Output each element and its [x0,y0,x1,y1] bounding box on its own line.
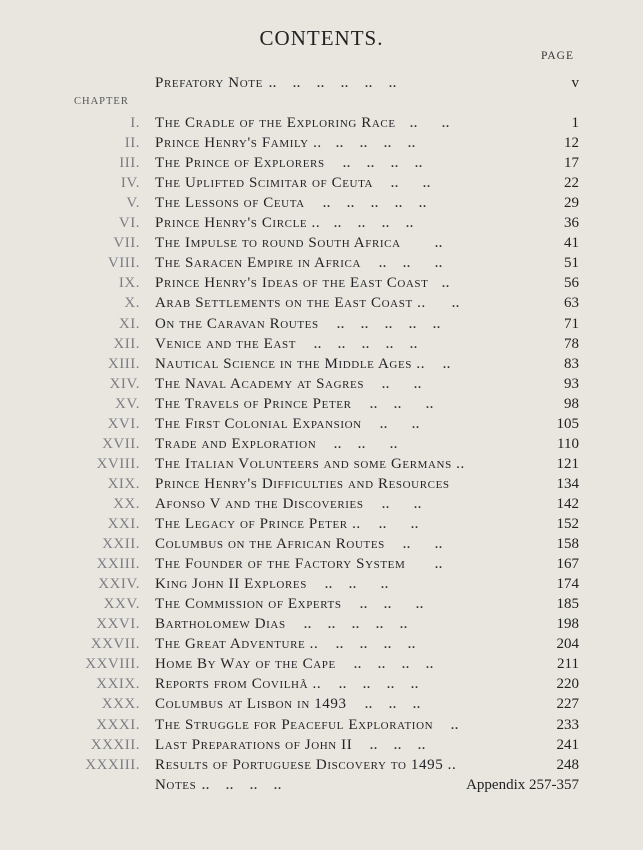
chapter-number: X. [124,295,140,312]
notes-title: Notes [155,776,197,793]
chapter-number: VI. [118,215,140,232]
chapter-number: XXVIII. [85,656,140,673]
chapter-page: 110 [557,435,579,452]
chapter-page: 248 [556,756,579,773]
chapter-page: 63 [564,295,579,312]
leader-dots: .. .. [402,116,450,130]
chapter-title: Prince Henry's Ideas of the East Coast [155,275,429,292]
leader-dots: .. .. .. .. [327,677,419,692]
chapter-title: Home By Way of the Cape [155,656,336,673]
chapter-row [0,374,643,394]
chapter-column-label: CHAPTER [74,96,129,107]
leader-dots: .. .. .. [358,737,426,752]
chapter-page: 83 [564,355,579,372]
leader-dots: .. .. .. .. [328,136,416,151]
chapter-number: XVI. [107,415,140,432]
chapter-row [0,574,643,594]
chapter-number: VIII. [107,255,140,272]
chapter-page: 17 [564,155,579,172]
chapter-number: XXXIII. [85,756,140,773]
chapter-row [0,354,643,374]
prefatory-note-title: Prefatory Note [155,75,263,91]
chapter-row [0,334,643,354]
chapter-page: 29 [564,195,579,212]
leader-dots: .. .. .. [367,256,443,271]
chapter-number: XI. [118,315,140,332]
chapter-row [0,474,643,494]
chapter-number: XIX. [107,475,140,492]
chapter-title: Reports from Covilhã .. [155,676,322,693]
leader-dots: .. [431,356,451,371]
chapter-title: The Lessons of Ceuta [155,195,305,212]
chapter-row [0,534,643,554]
chapter-title: The Legacy of Prince Peter .. [155,516,361,532]
chapter-page: 51 [564,255,579,272]
chapter-title: King John II Explores [155,576,307,593]
chapter-title: The Uplifted Scimitar of Ceuta [155,175,374,192]
leader-dots: .. .. .. .. .. [292,617,408,632]
chapter-title: The Commission of Experts [155,596,342,613]
leader-dots: .. .. [370,496,422,511]
leader-dots: .. .. [370,376,422,391]
chapter-page: 227 [556,696,579,713]
chapter-number: XVII. [102,435,140,452]
notes-page: Appendix 257-357 [466,776,579,793]
chapter-title: The Cradle of the Exploring Race [155,115,396,131]
chapter-page: 167 [556,556,579,573]
chapter-row [0,394,643,414]
chapter-title: The Founder of the Factory System [155,556,406,573]
chapter-page: 241 [556,736,579,753]
leader-dots: .. [432,296,460,311]
chapter-row [0,454,643,474]
chapter-title: On the Caravan Routes [155,315,319,332]
chapter-page: 152 [556,516,579,532]
chapter-page: 78 [564,335,579,352]
leader-dots: .. .. [368,416,420,431]
chapter-number: XXII. [102,536,140,553]
chapter-row [0,735,643,755]
chapter-row [0,614,643,634]
chapter-number: XXI. [107,516,140,532]
chapter-row [0,273,643,293]
chapter-row [0,755,643,775]
chapter-title: The First Colonial Expansion [155,415,362,432]
chapter-title: Prince Henry's Circle .. [155,215,321,232]
leader-dots: .. .. .. .. .. [302,336,418,351]
chapter-row [0,414,643,434]
chapter-row [0,554,643,574]
leader-dots: .. .. .. .. [342,657,434,672]
chapter-row [0,494,643,514]
chapter-row [0,694,643,714]
chapter-page: 174 [556,576,579,593]
leader-dots: .. .. .. .. .. [325,316,441,331]
leader-dots: .. .. .. [348,597,424,612]
chapter-number: XXIV. [98,576,140,593]
chapter-number: XXIII. [96,556,140,573]
chapter-page: 93 [564,375,579,392]
chapter-row [0,674,643,694]
chapter-number: XXV. [103,596,140,613]
chapter-title: The Prince of Explorers [155,155,325,172]
chapter-number: XVIII. [96,455,140,472]
chapter-title: Prince Henry's Difficulties and Resources [155,475,450,492]
chapter-number: XXXI. [96,716,140,733]
notes-row [0,775,643,795]
chapter-row [0,293,643,313]
chapter-row [0,233,643,253]
chapter-title: Columbus on the African Routes [155,536,385,553]
chapter-number: V. [126,195,140,212]
chapter-title: The Struggle for Peaceful Exploration [155,716,434,733]
leader-dots: .. .. .. .. .. .. [269,76,397,90]
chapter-number: II. [124,135,140,152]
chapter-page: 22 [564,175,579,192]
chapter-page: 198 [556,616,579,633]
chapter-title: The Saracen Empire in Africa [155,255,361,272]
leader-dots: .. .. .. [358,396,434,411]
chapter-number: IX. [118,275,140,292]
leader-dots: .. .. .. [322,436,398,451]
leader-dots: .. .. .. .. .. [311,196,427,211]
chapter-title: The Naval Academy at Sagres [155,375,365,392]
chapter-title: The Italian Volunteers and some Germans .. [155,455,465,472]
chapter-page: 121 [556,455,579,472]
chapter-title: The Impulse to round South Africa [155,235,401,252]
leader-dots: .. [407,236,443,251]
chapter-row [0,213,643,233]
chapter-page: 233 [556,716,579,733]
chapter-row [0,253,643,273]
chapter-page: 220 [556,676,579,693]
chapter-page: 158 [556,536,579,553]
leader-dots: .. .. .. .. [331,156,423,171]
chapter-title: Last Preparations of John II [155,736,353,753]
chapter-title: Afonso V and the Discoveries [155,495,364,512]
chapter-row [0,314,643,334]
chapter-title: Trade and Exploration [155,435,317,452]
chapter-row [0,193,643,213]
chapter-page: 185 [556,596,579,613]
chapter-number: XXVI. [96,616,140,633]
chapter-page: 211 [557,656,579,673]
chapter-title: The Travels of Prince Peter [155,395,352,412]
chapter-title: Arab Settlements on the East Coast .. [155,295,426,312]
leader-dots: .. .. .. [353,697,421,712]
chapter-row [0,654,643,674]
prefatory-note-row [0,73,643,93]
chapter-page: 134 [556,475,579,492]
leader-dots: .. .. .. [313,577,389,592]
chapter-number: I. [130,115,140,131]
chapter-page: 41 [564,235,579,252]
chapter-row [0,153,643,173]
chapter-row [0,634,643,654]
chapter-number: IV. [120,175,140,192]
leader-dots: .. .. [367,517,419,531]
chapter-number: XII. [113,335,140,352]
leader-dots: .. .. [379,176,431,191]
chapter-title: Nautical Science in the Middle Ages .. [155,355,426,372]
chapter-row [0,514,643,534]
leader-dots: .. .. .. .. [326,216,414,231]
chapter-number: XX. [113,495,140,512]
chapter-number: XV. [115,395,140,412]
leader-dots: .. [439,717,459,732]
chapter-number: XXXII. [90,736,140,753]
leader-dots: .. .. .. .. [324,637,416,652]
chapter-page: 56 [564,275,579,292]
chapter-title: Results of Portuguese Discovery to 1495 .. [155,756,457,773]
chapter-number: XXVII. [90,636,140,653]
chapter-row [0,594,643,614]
chapter-page: 98 [564,395,579,412]
chapter-page: 36 [564,215,579,232]
prefatory-note-page: v [571,75,579,91]
chapter-row [0,173,643,193]
chapter-number: VII. [113,235,140,252]
leader-dots: .. .. [391,537,443,552]
chapter-number: XXIX. [96,676,140,693]
chapter-page: 142 [556,495,579,512]
leader-dots: .. [411,557,443,572]
chapter-page: 204 [556,636,579,653]
chapter-number: XIV. [109,375,140,392]
chapter-number: XIII. [107,355,140,372]
chapter-number: XXX. [101,696,140,713]
page-column-label: PAGE [541,50,574,62]
chapter-page: 1 [571,115,579,131]
chapter-row [0,434,643,454]
chapter-title: Prince Henry's Family .. [155,135,322,152]
chapter-page: 71 [564,315,579,332]
chapter-row [0,133,643,153]
chapter-title: Venice and the East [155,335,297,352]
leader-dots: .. [434,276,450,291]
chapter-title: Bartholomew Dias [155,616,286,633]
chapter-title: Columbus at Lisbon in 1493 [155,696,347,713]
chapter-row [0,715,643,735]
chapter-row [0,113,643,133]
leader-dots: .. .. .. .. [202,777,282,792]
chapter-page: 12 [564,135,579,152]
chapter-number: III. [119,155,140,172]
chapter-title: The Great Adventure .. [155,636,319,653]
chapter-page: 105 [556,415,579,432]
page-title: CONTENTS. [259,26,384,50]
